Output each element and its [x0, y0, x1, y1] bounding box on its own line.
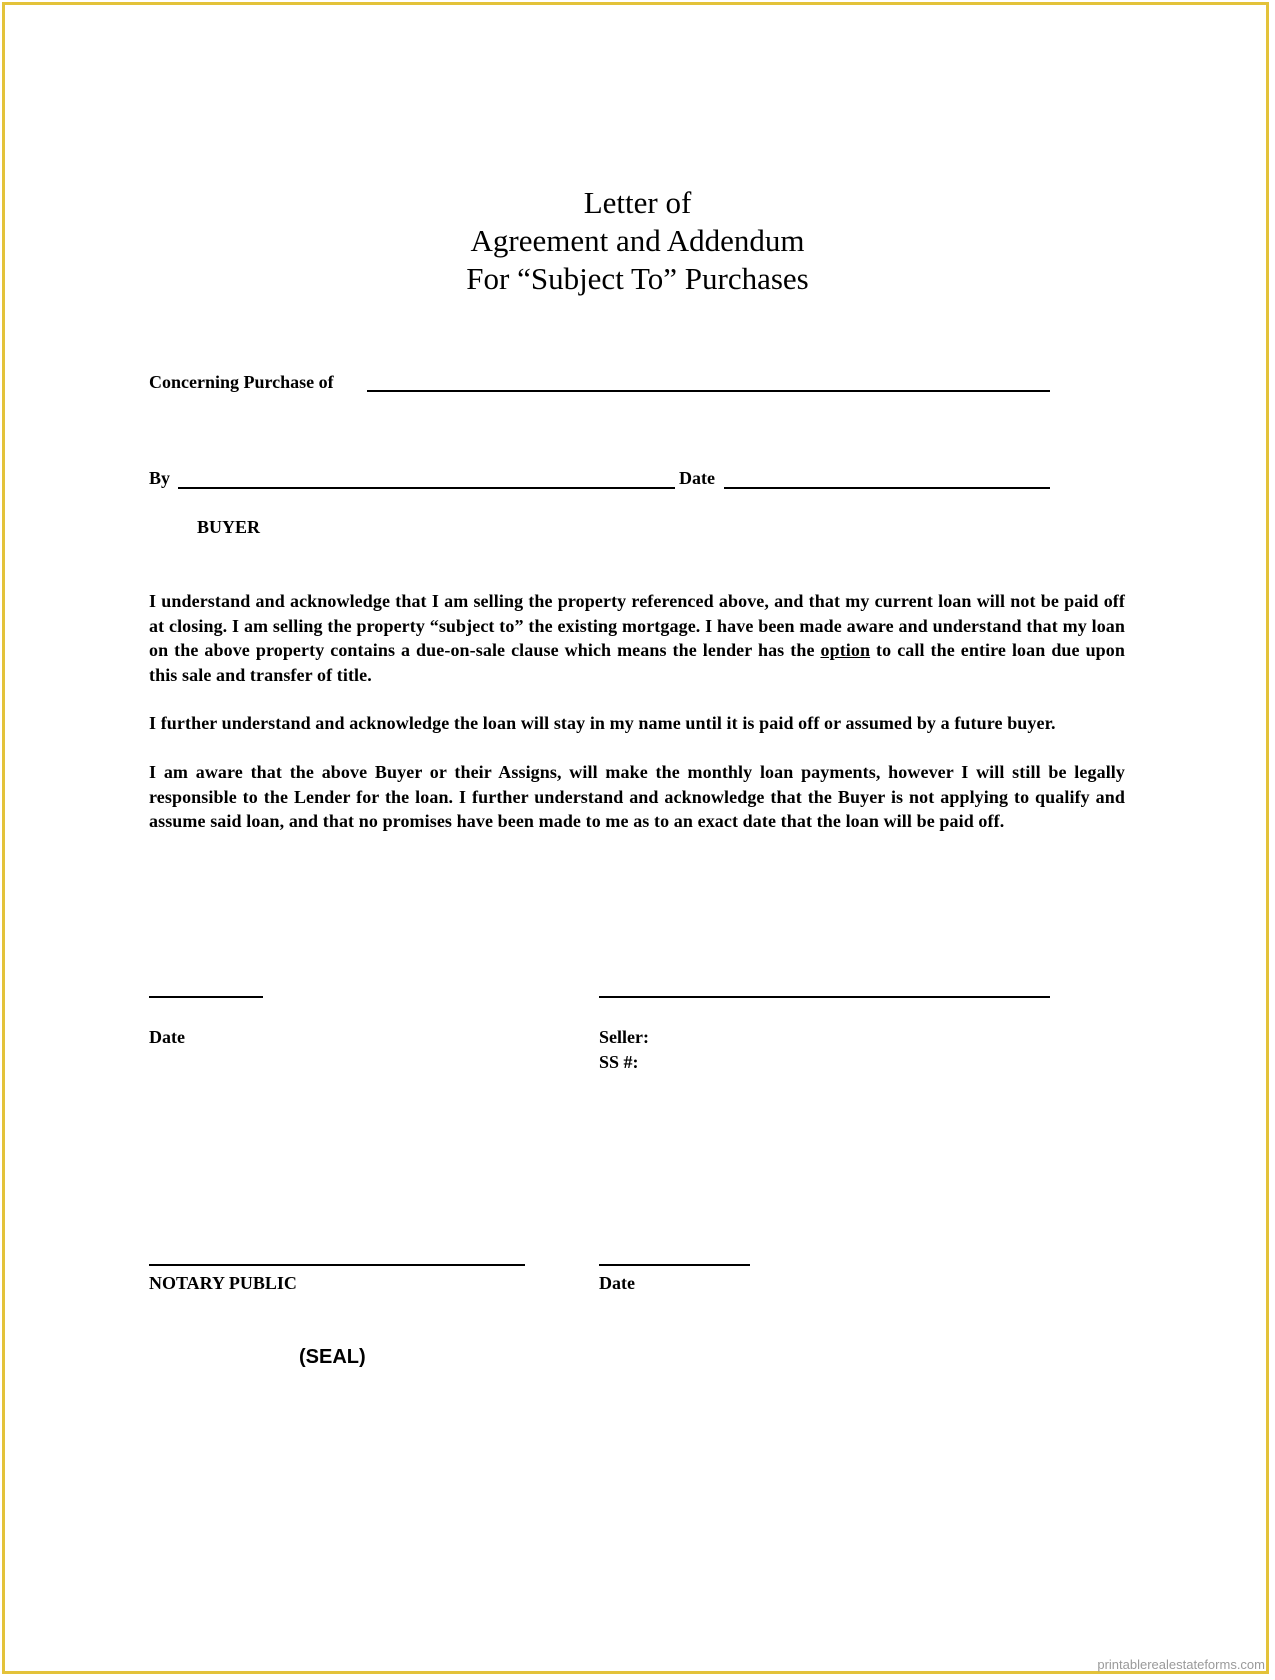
paragraph-2: I further understand and acknowledge the loan will stay in my name until it is paid off or assumed by a future buyer.: [149, 713, 1056, 733]
date-field-top[interactable]: [724, 487, 1050, 489]
notary-date-line[interactable]: [599, 1264, 750, 1266]
date-label-top: Date: [679, 468, 715, 488]
title-line-3: For “Subject To” Purchases: [466, 261, 809, 296]
notary-public-label: NOTARY PUBLIC: [149, 1273, 297, 1293]
buyer-signature-field[interactable]: [178, 487, 675, 489]
title-line-1: Letter of: [583, 185, 692, 220]
by-label: By: [149, 468, 171, 488]
seller-signature-line[interactable]: [599, 996, 1050, 998]
notary-signature-line[interactable]: [149, 1264, 525, 1266]
date-label-left: Date: [149, 1027, 185, 1047]
concerning-purchase-field[interactable]: [367, 390, 1050, 392]
concerning-purchase-label: Concerning Purchase of: [149, 372, 334, 392]
seller-label: Seller:: [599, 1027, 649, 1047]
footer-watermark: printablerealestateforms.com: [1097, 1657, 1265, 1672]
seal-label: (SEAL): [299, 1346, 366, 1368]
paragraph-1-end: to call the entire loan due upon this sale and transfer of title.: [149, 640, 1126, 685]
title-line-2: Agreement and Addendum: [470, 223, 805, 258]
paragraph-1: [149, 589, 1125, 687]
buyer-label: BUYER: [197, 517, 261, 537]
ss-number-label: SS #:: [599, 1052, 639, 1072]
paragraph-3: I am aware that the above Buyer or their Assigns, will make the monthly loan payments, however I will still be legally responsible to the Lender for the loan. I further understand and acknowledge that the Buyer is not applying to qualify and assume said loan, and that no promises have been made to me as to an exact date that the loan will be paid off.: [149, 762, 1125, 831]
date-label-right: Date: [599, 1273, 635, 1293]
paragraph-1-text: I understand and acknowledge that I am selling the property referenced above, and that my current loan will not be paid off at closing. I am selling the property “subject to” the existing mortgage. I have been made aware and understand that my loan on the above property contains a due-on-sale clause which means the lender has the: [149, 591, 1125, 660]
date-signature-line-left[interactable]: [149, 996, 263, 998]
option-word: option: [820, 640, 871, 660]
